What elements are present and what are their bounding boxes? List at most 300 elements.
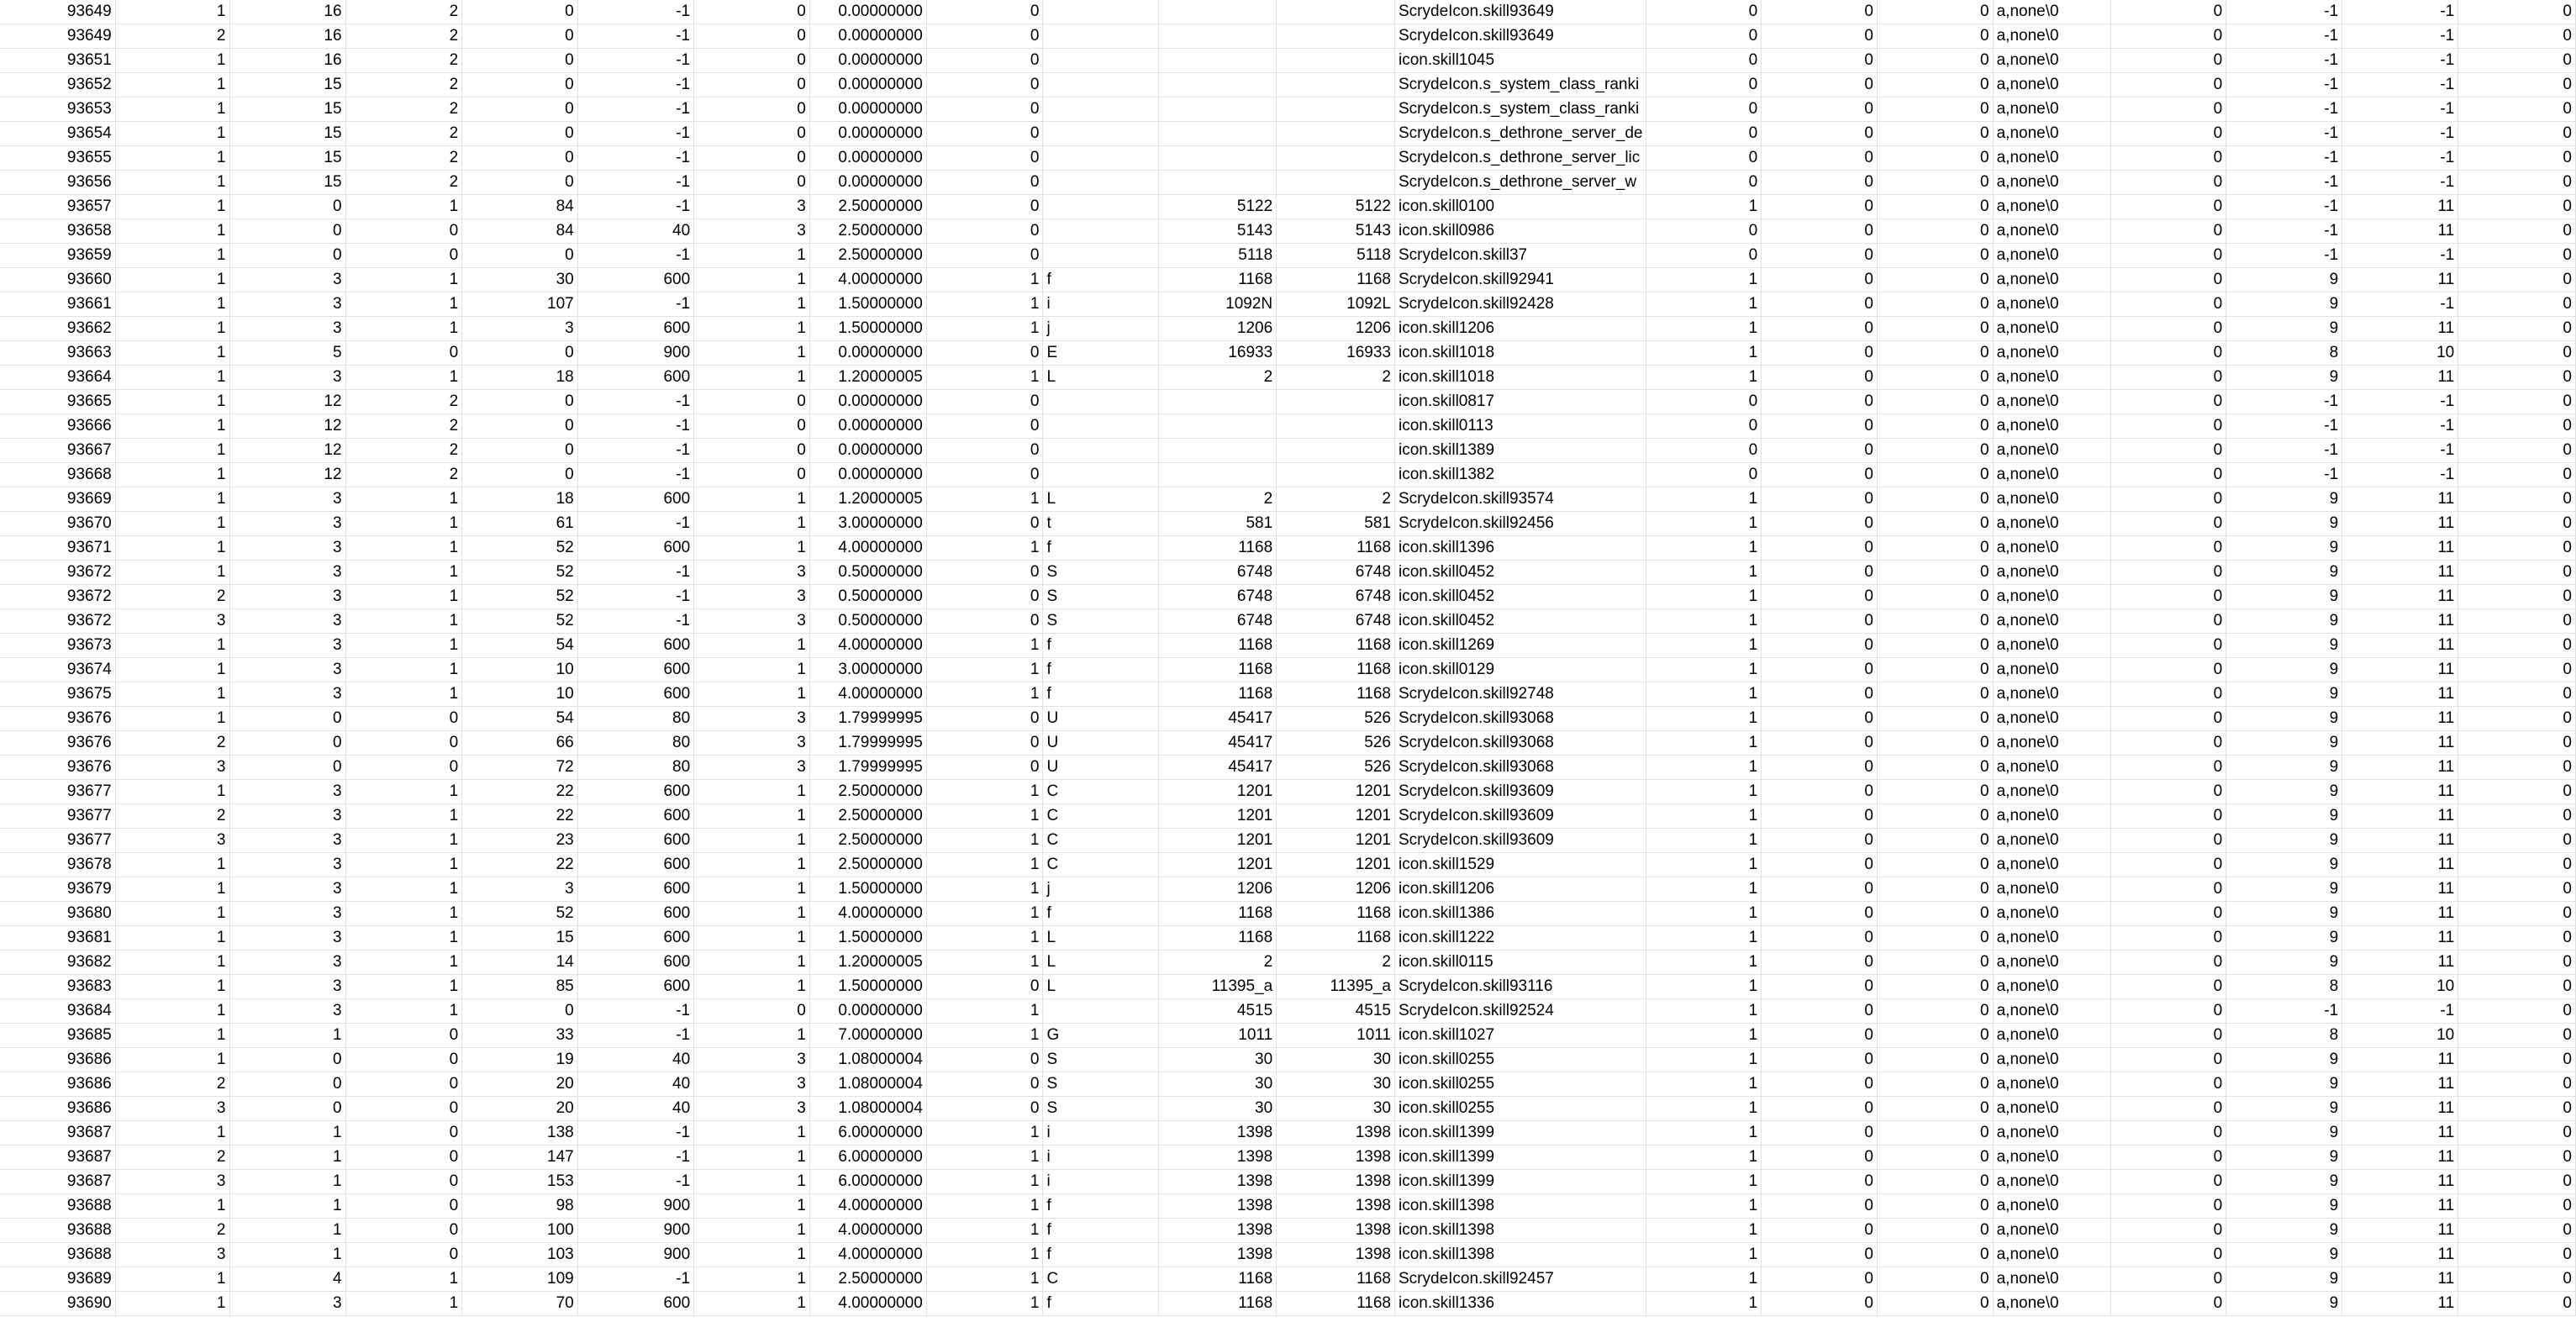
cell[interactable]: 0 (2458, 1267, 2576, 1292)
cell[interactable]: 600 (577, 487, 693, 512)
cell[interactable]: -1 (577, 49, 693, 73)
cell[interactable] (1277, 24, 1395, 49)
cell[interactable]: 0 (1877, 463, 1993, 487)
cell[interactable]: 0 (1877, 585, 1993, 609)
cell[interactable]: 0 (1762, 926, 1878, 951)
cell[interactable]: icon.skill1027 (1395, 1024, 1646, 1048)
cell[interactable] (1277, 463, 1395, 487)
cell[interactable]: 0 (1877, 414, 1993, 439)
cell[interactable]: -1 (2342, 171, 2458, 195)
cell[interactable]: 0 (229, 1048, 345, 1072)
cell[interactable]: ScrydeIcon.skill93649 (1395, 0, 1646, 24)
cell[interactable]: 0 (1762, 390, 1878, 414)
cell[interactable]: 600 (577, 902, 693, 926)
cell[interactable]: 1 (115, 1048, 229, 1072)
cell[interactable]: 0 (1877, 1097, 1993, 1121)
cell[interactable]: 0 (694, 999, 810, 1024)
cell[interactable]: 9 (2226, 366, 2342, 390)
cell[interactable]: 0 (2110, 877, 2226, 902)
cell[interactable]: 1 (1646, 1267, 1762, 1292)
cell[interactable]: 1.79999995 (809, 731, 926, 756)
cell[interactable]: 1 (115, 317, 229, 341)
cell[interactable]: -1 (577, 1146, 693, 1170)
cell[interactable]: 0 (1762, 756, 1878, 780)
cell[interactable]: 0 (2458, 1097, 2576, 1121)
cell[interactable]: icon.skill1382 (1395, 463, 1646, 487)
cell[interactable]: -1 (2226, 463, 2342, 487)
cell[interactable]: 0 (2458, 487, 2576, 512)
cell[interactable]: 109 (462, 1267, 577, 1292)
cell[interactable]: 0 (2458, 171, 2576, 195)
cell[interactable]: 1168 (1277, 682, 1395, 707)
cell[interactable]: 70 (462, 1292, 577, 1316)
cell[interactable]: 11 (2342, 926, 2458, 951)
cell[interactable]: 9 (2226, 536, 2342, 561)
cell[interactable]: 9 (2226, 902, 2342, 926)
cell[interactable]: 2 (345, 49, 462, 73)
cell[interactable]: 1168 (1159, 268, 1277, 292)
cell[interactable]: 1 (926, 853, 1043, 877)
cell[interactable]: 1.50000000 (809, 926, 926, 951)
cell[interactable] (1043, 49, 1159, 73)
cell[interactable]: 93669 (0, 487, 115, 512)
cell[interactable]: 0 (2458, 1072, 2576, 1097)
cell[interactable]: -1 (2226, 999, 2342, 1024)
cell[interactable]: 0 (1762, 536, 1878, 561)
cell[interactable]: -1 (2226, 0, 2342, 24)
cell[interactable]: 11 (2342, 756, 2458, 780)
cell[interactable]: 0 (1762, 1024, 1878, 1048)
cell[interactable]: 1 (229, 1121, 345, 1146)
cell[interactable]: 0 (2458, 97, 2576, 122)
cell[interactable]: 0 (2458, 877, 2576, 902)
cell[interactable]: 0 (1877, 366, 1993, 390)
cell[interactable]: icon.skill1018 (1395, 341, 1646, 366)
cell[interactable]: 1 (115, 561, 229, 585)
cell[interactable]: 3 (115, 609, 229, 634)
cell[interactable]: 93687 (0, 1121, 115, 1146)
cell[interactable]: a,none\0 (1993, 877, 2110, 902)
cell[interactable]: f (1043, 1292, 1159, 1316)
cell[interactable]: 0 (926, 146, 1043, 171)
cell[interactable]: 0 (1877, 707, 1993, 731)
cell[interactable]: 6.00000000 (809, 1121, 926, 1146)
cell[interactable]: 0 (926, 244, 1043, 268)
cell[interactable] (1159, 146, 1277, 171)
cell[interactable]: 0 (2110, 49, 2226, 73)
cell[interactable]: -1 (577, 292, 693, 317)
cell[interactable]: icon.skill1386 (1395, 902, 1646, 926)
cell[interactable]: 0 (2458, 609, 2576, 634)
cell[interactable]: 93655 (0, 146, 115, 171)
cell[interactable]: 1168 (1277, 536, 1395, 561)
cell[interactable]: 1 (694, 877, 810, 902)
cell[interactable] (1159, 122, 1277, 146)
cell[interactable]: 0 (2110, 317, 2226, 341)
cell[interactable]: 0.00000000 (809, 414, 926, 439)
cell[interactable]: 1 (926, 682, 1043, 707)
cell[interactable]: 1206 (1159, 317, 1277, 341)
cell[interactable]: 0 (1877, 195, 1993, 219)
cell[interactable]: 6.00000000 (809, 1146, 926, 1170)
cell[interactable]: -1 (2226, 390, 2342, 414)
cell[interactable]: 0 (2110, 999, 2226, 1024)
cell[interactable]: 0 (1646, 171, 1762, 195)
cell[interactable]: 1 (1646, 366, 1762, 390)
cell[interactable]: 0 (1762, 1219, 1878, 1243)
cell[interactable]: 11 (2342, 951, 2458, 975)
cell[interactable]: 10 (2342, 341, 2458, 366)
cell[interactable]: 3.00000000 (809, 512, 926, 536)
cell[interactable]: 93672 (0, 585, 115, 609)
cell[interactable] (1277, 146, 1395, 171)
cell[interactable]: icon.skill0452 (1395, 609, 1646, 634)
cell[interactable]: icon.skill1399 (1395, 1170, 1646, 1194)
cell[interactable]: C (1043, 853, 1159, 877)
cell[interactable]: U (1043, 731, 1159, 756)
cell[interactable]: 0 (1762, 49, 1878, 73)
cell[interactable] (1043, 146, 1159, 171)
cell[interactable]: 80 (577, 756, 693, 780)
cell[interactable]: 0.00000000 (809, 439, 926, 463)
cell[interactable]: 1201 (1277, 804, 1395, 829)
cell[interactable]: 0 (1646, 97, 1762, 122)
cell[interactable]: 0 (2110, 1267, 2226, 1292)
cell[interactable]: 3 (229, 609, 345, 634)
cell[interactable]: -1 (2226, 97, 2342, 122)
cell[interactable]: 1 (115, 975, 229, 999)
cell[interactable]: 15 (462, 926, 577, 951)
cell[interactable]: 0 (1877, 97, 1993, 122)
cell[interactable]: 1 (115, 439, 229, 463)
cell[interactable]: 600 (577, 829, 693, 853)
cell[interactable]: 0.50000000 (809, 585, 926, 609)
cell[interactable]: 0 (926, 463, 1043, 487)
cell[interactable]: 0.00000000 (809, 49, 926, 73)
cell[interactable]: 0 (1762, 0, 1878, 24)
cell[interactable]: 45417 (1159, 731, 1277, 756)
cell[interactable]: L (1043, 487, 1159, 512)
cell[interactable]: ScrydeIcon.skill92457 (1395, 1267, 1646, 1292)
cell[interactable]: 1 (1646, 634, 1762, 658)
cell[interactable]: 15 (229, 122, 345, 146)
cell[interactable]: 0 (2458, 731, 2576, 756)
cell[interactable]: 3 (229, 951, 345, 975)
cell[interactable]: 0 (1762, 317, 1878, 341)
cell[interactable]: f (1043, 536, 1159, 561)
cell[interactable]: a,none\0 (1993, 926, 2110, 951)
cell[interactable] (1277, 97, 1395, 122)
cell[interactable]: 1 (926, 317, 1043, 341)
cell[interactable]: -1 (2342, 73, 2458, 97)
cell[interactable]: 93659 (0, 244, 115, 268)
cell[interactable]: 93684 (0, 999, 115, 1024)
cell[interactable]: 0 (2110, 122, 2226, 146)
cell[interactable]: C (1043, 804, 1159, 829)
cell[interactable]: 0 (1877, 1072, 1993, 1097)
cell[interactable]: 1 (926, 1243, 1043, 1267)
cell[interactable]: 11 (2342, 1243, 2458, 1267)
cell[interactable]: 2 (345, 24, 462, 49)
cell[interactable]: 2.50000000 (809, 853, 926, 877)
cell[interactable]: 11 (2342, 1048, 2458, 1072)
cell[interactable]: 0 (1762, 1267, 1878, 1292)
cell[interactable]: 0 (2458, 634, 2576, 658)
cell[interactable]: 11 (2342, 902, 2458, 926)
cell[interactable]: -1 (577, 97, 693, 122)
cell[interactable]: i (1043, 1146, 1159, 1170)
cell[interactable]: 1 (1646, 951, 1762, 975)
cell[interactable] (1159, 439, 1277, 463)
cell[interactable]: -1 (2226, 122, 2342, 146)
cell[interactable]: -1 (577, 244, 693, 268)
cell[interactable]: j (1043, 877, 1159, 902)
cell[interactable]: 0 (1877, 682, 1993, 707)
cell[interactable]: 1 (115, 536, 229, 561)
cell[interactable]: ScrydeIcon.skill92748 (1395, 682, 1646, 707)
cell[interactable]: 0 (1762, 731, 1878, 756)
cell[interactable]: 0 (2458, 1243, 2576, 1267)
cell[interactable]: 0 (462, 341, 577, 366)
cell[interactable]: ScrydeIcon.s_system_class_ranki (1395, 97, 1646, 122)
cell[interactable]: 0 (1762, 244, 1878, 268)
cell[interactable]: 0 (1877, 24, 1993, 49)
cell[interactable]: a,none\0 (1993, 999, 2110, 1024)
cell[interactable]: 0 (1877, 804, 1993, 829)
cell[interactable]: 9 (2226, 682, 2342, 707)
cell[interactable]: 600 (577, 780, 693, 804)
cell[interactable]: 1 (115, 926, 229, 951)
cell[interactable]: a,none\0 (1993, 780, 2110, 804)
cell[interactable]: 1 (926, 487, 1043, 512)
cell[interactable]: a,none\0 (1993, 1097, 2110, 1121)
cell[interactable]: 0 (2110, 341, 2226, 366)
cell[interactable]: 0 (1877, 487, 1993, 512)
cell[interactable]: 11 (2342, 853, 2458, 877)
cell[interactable]: 0 (2110, 171, 2226, 195)
cell[interactable]: 93649 (0, 24, 115, 49)
cell[interactable]: j (1043, 317, 1159, 341)
cell[interactable]: 9 (2226, 658, 2342, 682)
cell[interactable]: 0 (1877, 292, 1993, 317)
cell[interactable]: a,none\0 (1993, 366, 2110, 390)
cell[interactable]: 1 (694, 1024, 810, 1048)
cell[interactable]: 30 (462, 268, 577, 292)
cell[interactable]: 0 (2458, 73, 2576, 97)
cell[interactable]: 0 (462, 439, 577, 463)
cell[interactable]: 33 (462, 1024, 577, 1048)
cell[interactable]: 54 (462, 707, 577, 731)
cell[interactable]: 1.20000005 (809, 487, 926, 512)
cell[interactable]: -1 (2342, 122, 2458, 146)
cell[interactable]: 0 (2458, 1219, 2576, 1243)
cell[interactable]: 2.50000000 (809, 1267, 926, 1292)
cell[interactable]: 0 (2110, 658, 2226, 682)
cell[interactable]: 1168 (1159, 634, 1277, 658)
cell[interactable]: 900 (577, 1194, 693, 1219)
cell[interactable]: 0 (1877, 244, 1993, 268)
cell[interactable]: 1 (694, 268, 810, 292)
cell[interactable]: 1 (694, 780, 810, 804)
cell[interactable]: 1 (115, 487, 229, 512)
cell[interactable]: 0 (345, 1170, 462, 1194)
cell[interactable]: 0 (1877, 1146, 1993, 1170)
cell[interactable]: 9 (2226, 609, 2342, 634)
cell[interactable]: 0 (2110, 414, 2226, 439)
cell[interactable]: C (1043, 780, 1159, 804)
cell[interactable]: 2.50000000 (809, 195, 926, 219)
cell[interactable]: 40 (577, 219, 693, 244)
cell[interactable]: 0 (1762, 975, 1878, 999)
cell[interactable]: icon.skill1336 (1395, 1292, 1646, 1316)
cell[interactable]: 0 (926, 756, 1043, 780)
cell[interactable]: a,none\0 (1993, 1170, 2110, 1194)
cell[interactable]: ScrydeIcon.skill92524 (1395, 999, 1646, 1024)
cell[interactable]: ScrydeIcon.skill37 (1395, 244, 1646, 268)
cell[interactable]: 93677 (0, 780, 115, 804)
cell[interactable]: 93667 (0, 439, 115, 463)
cell[interactable]: f (1043, 1194, 1159, 1219)
cell[interactable]: 6748 (1277, 561, 1395, 585)
cell[interactable]: 0 (1762, 97, 1878, 122)
cell[interactable]: 2 (345, 0, 462, 24)
cell[interactable] (1159, 0, 1277, 24)
cell[interactable]: 3 (229, 877, 345, 902)
cell[interactable]: 0 (1877, 1121, 1993, 1146)
cell[interactable]: 1 (115, 853, 229, 877)
cell[interactable]: 0 (1762, 414, 1878, 439)
cell[interactable]: 526 (1277, 731, 1395, 756)
cell[interactable]: 0 (1762, 122, 1878, 146)
cell[interactable]: icon.skill0452 (1395, 561, 1646, 585)
cell[interactable]: 4.00000000 (809, 1219, 926, 1243)
cell[interactable]: 1201 (1159, 804, 1277, 829)
cell[interactable]: 0 (345, 1146, 462, 1170)
cell[interactable]: 1398 (1277, 1121, 1395, 1146)
cell[interactable]: 600 (577, 951, 693, 975)
cell[interactable]: 0 (2110, 1292, 2226, 1316)
cell[interactable]: 9 (2226, 877, 2342, 902)
cell[interactable] (1277, 0, 1395, 24)
cell[interactable]: 1 (694, 1121, 810, 1146)
cell[interactable]: 1 (694, 634, 810, 658)
cell[interactable]: 8 (2226, 341, 2342, 366)
cell[interactable]: 1 (926, 1024, 1043, 1048)
cell[interactable]: 0 (1762, 1292, 1878, 1316)
cell[interactable]: -1 (577, 73, 693, 97)
cell[interactable]: 0 (1646, 244, 1762, 268)
cell[interactable]: 0 (1877, 1292, 1993, 1316)
cell[interactable]: 0 (926, 439, 1043, 463)
cell[interactable]: 600 (577, 1292, 693, 1316)
cell[interactable]: 1 (229, 1170, 345, 1194)
cell[interactable]: 1 (115, 902, 229, 926)
cell[interactable]: 12 (229, 390, 345, 414)
cell[interactable]: 0 (2110, 244, 2226, 268)
cell[interactable]: 93653 (0, 97, 115, 122)
cell[interactable] (1043, 73, 1159, 97)
cell[interactable]: 1 (115, 366, 229, 390)
cell[interactable]: 1 (345, 561, 462, 585)
cell[interactable]: 0 (229, 219, 345, 244)
cell[interactable]: 93676 (0, 707, 115, 731)
cell[interactable]: 1 (115, 341, 229, 366)
cell[interactable]: 0 (1646, 146, 1762, 171)
cell[interactable]: a,none\0 (1993, 707, 2110, 731)
cell[interactable] (1043, 414, 1159, 439)
cell[interactable]: 2 (345, 122, 462, 146)
cell[interactable]: 0 (229, 1072, 345, 1097)
cell[interactable]: 93662 (0, 317, 115, 341)
cell[interactable]: S (1043, 1097, 1159, 1121)
cell[interactable]: 0 (229, 707, 345, 731)
cell[interactable]: G (1043, 1024, 1159, 1048)
cell[interactable]: 1 (1646, 1072, 1762, 1097)
cell[interactable]: 3 (229, 1292, 345, 1316)
cell[interactable]: 2 (345, 171, 462, 195)
cell[interactable]: icon.skill0115 (1395, 951, 1646, 975)
cell[interactable]: 0 (1762, 146, 1878, 171)
cell[interactable]: icon.skill0113 (1395, 414, 1646, 439)
cell[interactable]: 9 (2226, 268, 2342, 292)
cell[interactable]: 0 (2110, 366, 2226, 390)
cell[interactable]: 1 (1646, 1219, 1762, 1243)
cell[interactable] (1043, 97, 1159, 122)
cell[interactable]: 0 (926, 390, 1043, 414)
cell[interactable]: 0 (1877, 1243, 1993, 1267)
cell[interactable]: f (1043, 682, 1159, 707)
cell[interactable]: 0 (462, 999, 577, 1024)
cell[interactable]: 4 (229, 1267, 345, 1292)
cell[interactable]: 14 (462, 951, 577, 975)
cell[interactable]: 1 (694, 292, 810, 317)
cell[interactable]: -1 (577, 439, 693, 463)
cell[interactable]: 2.50000000 (809, 829, 926, 853)
cell[interactable]: 581 (1277, 512, 1395, 536)
cell[interactable]: 93673 (0, 634, 115, 658)
cell[interactable]: 93649 (0, 0, 115, 24)
cell[interactable]: 1168 (1277, 1292, 1395, 1316)
cell[interactable]: icon.skill1529 (1395, 853, 1646, 877)
cell[interactable]: a,none\0 (1993, 1121, 2110, 1146)
cell[interactable]: 600 (577, 682, 693, 707)
cell[interactable]: 11395_a (1159, 975, 1277, 999)
cell[interactable]: 3 (694, 609, 810, 634)
cell[interactable]: 93677 (0, 829, 115, 853)
cell[interactable]: 4.00000000 (809, 902, 926, 926)
cell[interactable]: 9 (2226, 780, 2342, 804)
cell[interactable]: ScrydeIcon.skill93116 (1395, 975, 1646, 999)
cell[interactable]: 11 (2342, 536, 2458, 561)
cell[interactable]: 600 (577, 536, 693, 561)
cell[interactable]: -1 (2342, 97, 2458, 122)
cell[interactable]: C (1043, 829, 1159, 853)
cell[interactable]: 1201 (1159, 829, 1277, 853)
cell[interactable]: -1 (577, 999, 693, 1024)
cell[interactable] (1043, 122, 1159, 146)
cell[interactable]: 9 (2226, 1292, 2342, 1316)
cell[interactable]: 93652 (0, 73, 115, 97)
cell[interactable]: 4.00000000 (809, 268, 926, 292)
cell[interactable]: 1.50000000 (809, 877, 926, 902)
cell[interactable]: 4.00000000 (809, 1243, 926, 1267)
cell[interactable]: ScrydeIcon.s_dethrone_server_de (1395, 122, 1646, 146)
cell[interactable]: f (1043, 634, 1159, 658)
cell[interactable]: 3 (229, 268, 345, 292)
cell[interactable]: 0 (1877, 658, 1993, 682)
cell[interactable]: 3 (462, 877, 577, 902)
cell[interactable]: a,none\0 (1993, 1243, 2110, 1267)
